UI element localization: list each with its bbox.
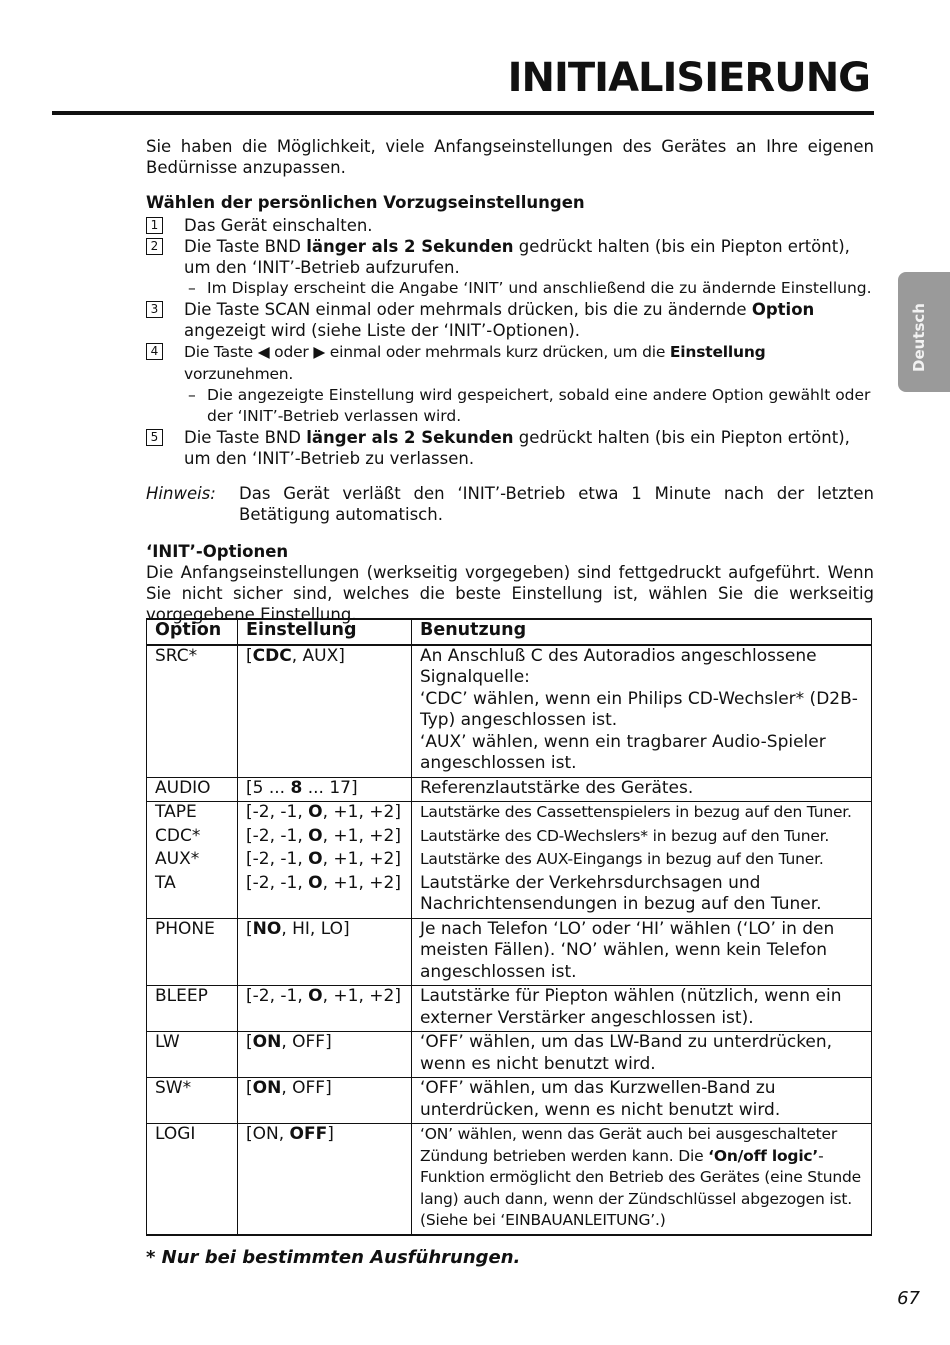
- step-emphasis: Einstellung: [669, 343, 766, 361]
- table-row: [147, 849, 872, 873]
- main-content: [146, 136, 874, 625]
- usage-cell: ‘ON’ wählen, wenn das Gerät auch bei ausgeschalteter Zündung betrieben werden kann. Die ‘On/off logic’-Funktion ermöglicht den Betrieb des Gerätes (eine Stunde lang) auch dann, wenn der Zündschlüssel abgezogen ist. (Siehe bei ‘EINBAUANLEITUNG’.): [412, 1124, 872, 1235]
- option-cell: SRC*: [147, 645, 238, 778]
- table-row: [147, 918, 872, 986]
- setting-cell: [ON, OFF]: [238, 1032, 412, 1078]
- table-row: [147, 1032, 872, 1078]
- table-row: [147, 645, 872, 778]
- step-item: [146, 236, 874, 299]
- step-text: Die Taste BND: [184, 428, 307, 447]
- usage-cell: Lautstärke des CD-Wechslers* in bezug auf den Tuner.: [412, 826, 872, 850]
- steps-list: [146, 215, 874, 469]
- option-cell: AUDIO: [147, 777, 238, 802]
- note-block: [146, 483, 874, 525]
- table-row: [147, 802, 872, 826]
- step-number: 5: [146, 429, 163, 446]
- usage-cell: Lautstärke des AUX-Eingangs in bezug auf den Tuner.: [412, 849, 872, 873]
- column-header: Benutzung: [412, 619, 872, 645]
- step-number: 4: [146, 343, 163, 360]
- step-item: [146, 215, 874, 236]
- usage-cell: Je nach Telefon ‘LO’ oder ‘HI’ wählen (‘LO’ in den meisten Fällen). ‘NO’ wählen, wenn kein Telefon angeschlossen ist.: [412, 918, 872, 986]
- setting-cell: [ON, OFF]: [238, 1078, 412, 1124]
- table-row: [147, 1124, 872, 1235]
- step-item: [146, 427, 874, 469]
- option-cell: CDC*: [147, 826, 238, 850]
- setting-cell: [CDC, AUX]: [238, 645, 412, 778]
- table-row: [147, 1078, 872, 1124]
- option-cell: LOGI: [147, 1124, 238, 1235]
- table-row: [147, 873, 872, 919]
- footnote: * Nur bei bestimmten Ausführungen.: [146, 1247, 521, 1268]
- step-subnote-text: Im Display erscheint die Angabe ‘INIT’ und anschließend die zu ändernde Einstellung.: [207, 279, 872, 297]
- usage-cell: Lautstärke der Verkehrsdurchsagen und Nachrichtensendungen in bezug auf den Tuner.: [412, 873, 872, 919]
- usage-cell: ‘OFF’ wählen, um das LW-Band zu unterdrücken, wenn es nicht benutzt wird.: [412, 1032, 872, 1078]
- option-cell: AUX*: [147, 849, 238, 873]
- step-emphasis: länger als 2 Sekunden: [306, 237, 514, 256]
- option-cell: PHONE: [147, 918, 238, 986]
- language-tab-label: Deutsch: [910, 303, 928, 372]
- usage-cell: Lautstärke des Cassettenspielers in bezug auf den Tuner.: [412, 802, 872, 826]
- step-text: gedrückt halten (bis ein Piepton ertönt), um den ‘INIT’-Betrieb aufzurufen.: [184, 237, 850, 277]
- usage-cell: An Anschluß C des Autoradios angeschlossene Signalquelle: ‘CDC’ wählen, wenn ein Philips CD-Wechsler* (D2B-Typ) angeschlossen ist. ‘AUX’ wählen, wenn ein tragbarer Audio-Spieler angeschlossen ist.: [412, 645, 872, 778]
- setting-cell: [NO, HI, LO]: [238, 918, 412, 986]
- setting-cell: [5 ... 8 ... 17]: [238, 777, 412, 802]
- option-cell: TAPE: [147, 802, 238, 826]
- step-text: gedrückt halten (bis ein Piepton ertönt), um den ‘INIT’-Betrieb zu verlassen.: [184, 428, 850, 468]
- note-text: Das Gerät verläßt den ‘INIT’-Betrieb etwa 1 Minute nach der letzten Betätigung automatisch.: [239, 484, 874, 524]
- language-tab: [898, 272, 950, 392]
- step-text: Die Taste BND: [184, 237, 307, 256]
- option-cell: BLEEP: [147, 986, 238, 1032]
- usage-cell: Referenzlautstärke des Gerätes.: [412, 777, 872, 802]
- setting-cell: [-2, -1, O, +1, +2]: [238, 873, 412, 919]
- option-cell: LW: [147, 1032, 238, 1078]
- column-header: Einstellung: [238, 619, 412, 645]
- title-rule: [52, 111, 874, 115]
- step-item: [146, 341, 874, 427]
- step-item: [146, 299, 874, 341]
- step-text: Die Taste SCAN einmal oder mehrmals drücken, bis die zu ändernde: [184, 300, 752, 319]
- setting-cell: [-2, -1, O, +1, +2]: [238, 849, 412, 873]
- usage-cell: Lautstärke für Piepton wählen (nützlich, wenn ein externer Verstärker angeschlossen ist).: [412, 986, 872, 1032]
- option-cell: TA: [147, 873, 238, 919]
- page-title: INITIALISIERUNG: [507, 55, 870, 101]
- option-cell: SW*: [147, 1078, 238, 1124]
- step-number: 2: [146, 238, 163, 255]
- step-text: Die Taste ◀ oder ▶ einmal oder mehrmals kurz drücken, um die: [184, 343, 670, 361]
- setting-cell: [-2, -1, O, +1, +2]: [238, 826, 412, 850]
- page-number: 67: [897, 1288, 920, 1309]
- table-row: [147, 826, 872, 850]
- step-text: angezeigt wird (siehe Liste der ‘INIT’-Optionen).: [184, 321, 580, 340]
- note-label: Hinweis:: [146, 484, 216, 503]
- table-header-row: [147, 619, 872, 645]
- table-row: [147, 986, 872, 1032]
- step-emphasis: länger als 2 Sekunden: [306, 428, 514, 447]
- init-options-paragraph: Die Anfangseinstellungen (werkseitig vorgegeben) sind fettgedruckt aufgeführt. Wenn Sie nicht sicher sind, welches die beste Einstellung ist, wählen Sie die werkseitig vorgegebene Einstellung.: [146, 563, 874, 624]
- column-header: Option: [147, 619, 238, 645]
- setting-cell: [-2, -1, O, +1, +2]: [238, 986, 412, 1032]
- section-heading-init-options: ‘INIT’-Optionen: [146, 542, 289, 561]
- setting-cell: [ON, OFF]: [238, 1124, 412, 1235]
- section-heading-preferences: Wählen der persönlichen Vorzugseinstellungen: [146, 193, 585, 212]
- step-text: Das Gerät einschalten.: [184, 216, 373, 235]
- step-number: 3: [146, 301, 163, 318]
- intro-paragraph: Sie haben die Möglichkeit, viele Anfangseinstellungen des Gerätes an Ihre eigenen Bedürnisse anzupassen.: [146, 137, 874, 177]
- step-subnote: – Die angezeigte Einstellung wird gespeichert, sobald eine andere Option gewählt oder der ‘INIT’-Betrieb verlassen wird.: [188, 386, 871, 425]
- step-subnote-text: Die angezeigte Einstellung wird gespeichert, sobald eine andere Option gewählt oder der ‘INIT’-Betrieb verlassen wird.: [207, 386, 871, 425]
- step-text: vorzunehmen.: [184, 365, 294, 383]
- table-row: [147, 777, 872, 802]
- step-emphasis: Option: [751, 300, 815, 319]
- usage-cell: ‘OFF’ wählen, um das Kurzwellen-Band zu unterdrücken, wenn es nicht benutzt wird.: [412, 1078, 872, 1124]
- init-options-table: [146, 618, 872, 1236]
- setting-cell: [-2, -1, O, +1, +2]: [238, 802, 412, 826]
- step-number: 1: [146, 217, 163, 234]
- step-subnote: – Im Display erscheint die Angabe ‘INIT’ und anschließend die zu ändernde Einstellung.: [188, 279, 872, 297]
